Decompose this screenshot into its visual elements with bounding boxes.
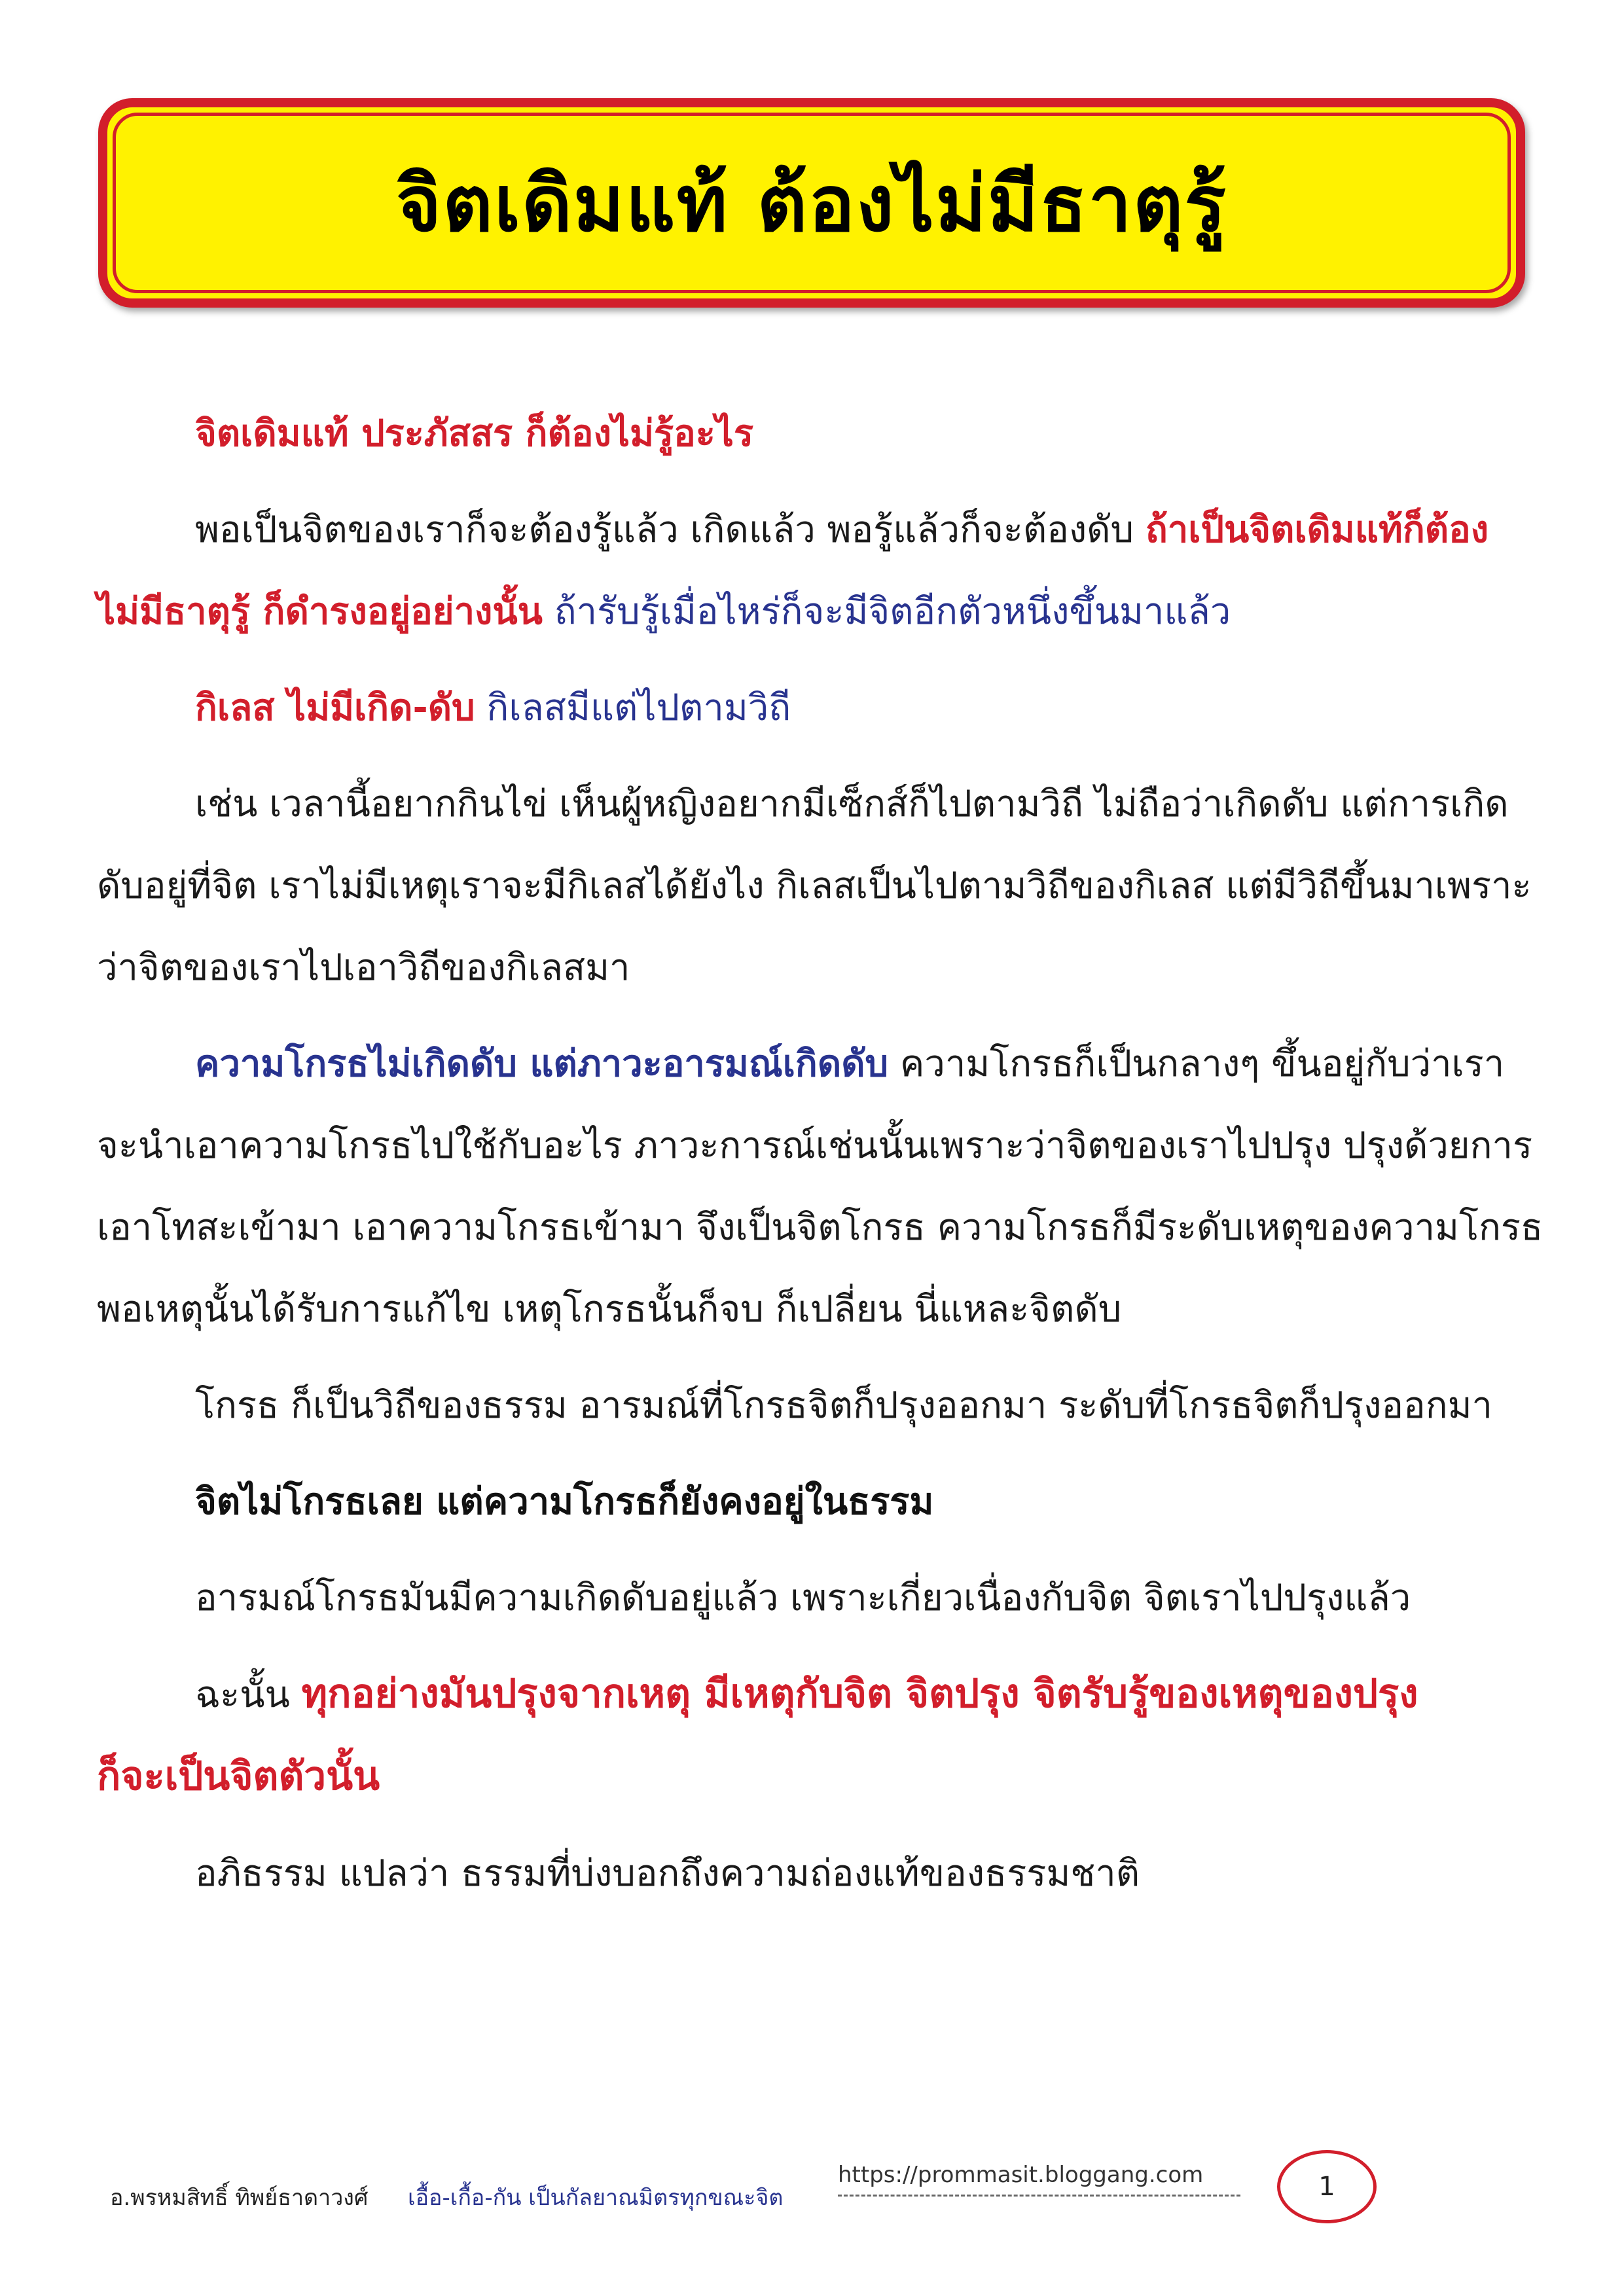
paragraph-4-line-2 (97, 845, 1537, 927)
highlight-blue: ถ้ารับรู้เมื่อไหร่ก็จะมีจิตอีกตัวหนึ่งขึ้นมาแล้ว (542, 590, 1231, 633)
bold-statement: จิตไม่โกรธเลย แต่ความโกรธก็ยังคงอยู่ในธรรม (195, 1480, 934, 1523)
highlight-red: ถ้าเป็นจิตเดิมแท้ก็ต้อง (1145, 509, 1489, 551)
paragraph-5 (97, 1023, 1537, 1105)
paragraph-5-line-3 (97, 1187, 1543, 1268)
text-line: ดับอยู่ที่จิต เราไม่มีเหตุเราจะมีกิเลสได้ยังไง กิเลสเป็นไปตามวิถีของกิเลส แต่มีวิถีขึ้นมาเพราะ (97, 865, 1532, 907)
text-line: จะนำเอาความโกรธไปใช้กับอะไร ภาวะการณ์เช่นนั้นเพราะว่าจิตของเราไปปรุง ปรุงด้วยการ (97, 1124, 1533, 1167)
footer-url-link[interactable]: https://prommasit.bloggang.com (838, 2162, 1240, 2197)
page-title: จิตเดิมแท้ ต้องไม่มีธาตุรู้ (396, 158, 1227, 249)
highlight-red: ทุกอย่างมันปรุงจากเหตุ มีเหตุกับจิต จิตปรุง จิตรับรู้ของเหตุของปรุง (301, 1671, 1418, 1717)
paragraph-4-line-3 (97, 927, 1537, 1009)
text-line: อภิธรรม แปลว่า ธรรมที่บ่งบอกถึงความถ่องแท้ของธรรมชาติ (195, 1852, 1140, 1895)
page-number: 1 (1318, 2172, 1335, 2202)
text-run: พอเป็นจิตของเราก็จะต้องรู้แล้ว เกิดแล้ว พอรู้แล้วก็จะต้องดับ (195, 509, 1146, 551)
paragraph-1 (97, 393, 1537, 475)
paragraph-5-line-4 (97, 1268, 1537, 1350)
paragraph-7 (97, 1461, 1537, 1543)
title-banner-inner-border (113, 113, 1511, 293)
paragraph-3 (97, 667, 1537, 749)
text-line: เอาโทสะเข้ามา เอาความโกรธเข้ามา จึงเป็นจิตโกรธ ความโกรธก็มีระดับเหตุของความโกรธ (97, 1206, 1543, 1249)
paragraph-9 (97, 1653, 1537, 1736)
article-body (97, 393, 1543, 1914)
footer-author: อ.พรหมสิทธิ์ ทิพย์ธาดาวงศ์ (110, 2185, 369, 2211)
paragraph-8 (97, 1557, 1537, 1639)
highlight-red: ไม่มีธาตุรู้ ก็ดำรงอยู่อย่างนั้น (97, 590, 543, 633)
paragraph-10 (97, 1833, 1537, 1914)
page-footer (110, 2150, 1517, 2235)
paragraph-4 (97, 763, 1537, 845)
text-line: โกรธ ก็เป็นวิถีของธรรม อารมณ์ที่โกรธจิตก็ปรุงออกมา ระดับที่โกรธจิตก็ปรุงออกมา (195, 1384, 1492, 1427)
paragraph-9-line-2 (97, 1736, 1537, 1818)
highlight-red: กิเลส ไม่มีเกิด-ดับ (195, 687, 475, 729)
paragraph-6 (97, 1365, 1537, 1446)
text-line: เช่น เวลานี้อยากกินไข่ เห็นผู้หญิงอยากมีเซ็กส์ก็ไปตามวิถี ไม่ถือว่าเกิดดับ แต่การเกิด (195, 783, 1509, 825)
text-run: ฉะนั้น (195, 1674, 302, 1716)
paragraph-2-line-2 (97, 571, 1537, 653)
text-line: ว่าจิตของเราไปเอาวิถีของกิเลสมา (97, 946, 630, 989)
heading-pure-mind: จิตเดิมแท้ ประภัสสร ก็ต้องไม่รู้อะไร (195, 412, 754, 455)
highlight-blue: กิเลสมีแต่ไปตามวิถี (475, 687, 791, 729)
title-banner (98, 98, 1525, 308)
highlight-red: ก็จะเป็นจิตตัวนั้น (97, 1753, 380, 1799)
paragraph-5-line-2 (97, 1105, 1537, 1187)
text-line: อารมณ์โกรธมันมีความเกิดดับอยู่แล้ว เพราะเกี่ยวเนื่องกับจิต จิตเราไปปรุงแล้ว (195, 1577, 1411, 1619)
text-line: พอเหตุนั้นได้รับการแก้ไข เหตุโกรธนั้นก็จบ ก็เปลี่ยน นี่แหละจิตดับ (97, 1288, 1122, 1331)
highlight-blue-bold: ความโกรธไม่เกิดดับ แต่ภาวะอารมณ์เกิดดับ (195, 1043, 889, 1085)
page-number-badge (1277, 2150, 1377, 2223)
paragraph-2 (97, 489, 1537, 571)
footer-motto: เอื้อ-เกื้อ-กัน เป็นกัลยาณมิตรทุกขณะจิต (408, 2185, 784, 2211)
text-run: ความโกรธก็เป็นกลางๆ ขึ้นอยู่กับว่าเรา (888, 1043, 1505, 1085)
